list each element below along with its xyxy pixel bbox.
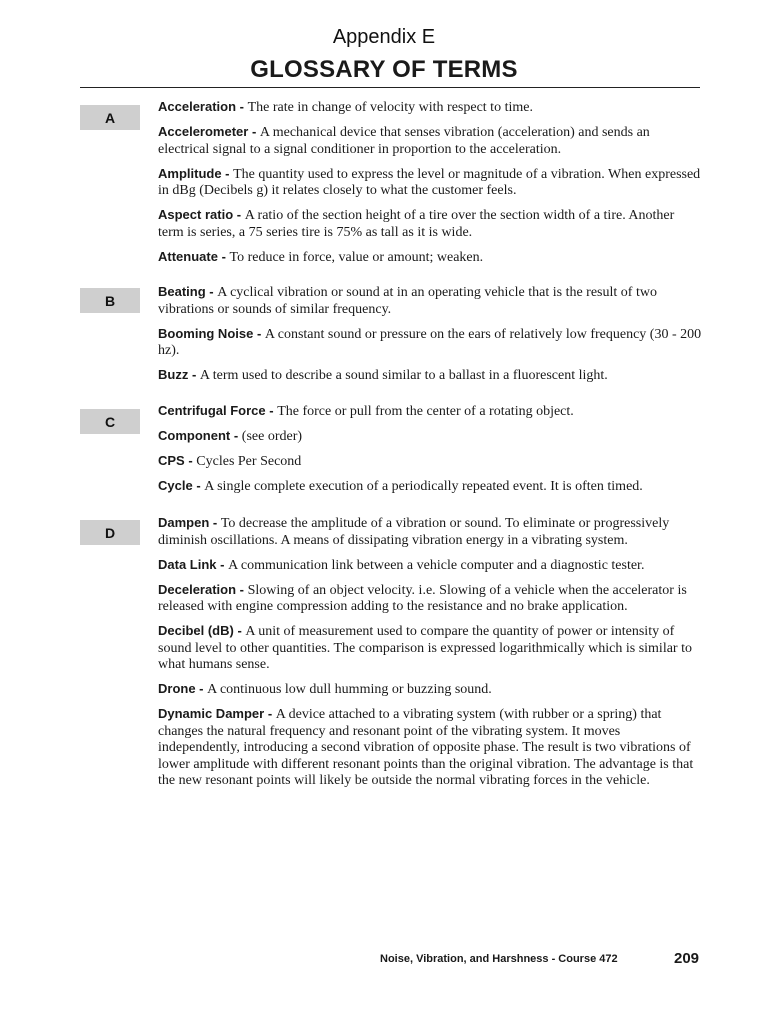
glossary-entry: Accelerometer - A mechanical device that senses vibration (acceleration) and sends an electrical signal to a signal conditioner in proportion to the acceleration.: [158, 124, 650, 157]
glossary-term: Aspect ratio: [158, 207, 234, 222]
glossary-entry: Acceleration - The rate in change of velocity with respect to time.: [158, 99, 533, 115]
glossary-definition: The rate in change of velocity with respect to time.: [247, 100, 533, 115]
glossary-term: Beating: [158, 284, 206, 299]
page-number: 209: [674, 950, 700, 967]
glossary-term: Data Link: [158, 556, 217, 572]
section-letter-tab: C: [80, 409, 140, 434]
glossary-list: [158, 284, 703, 392]
glossary-definition: Slowing of an object velocity. i.e. Slowing of a vehicle when the accelerator is released with engine compression adding to the resistance and no brake application.: [158, 582, 687, 614]
glossary-term: Deceleration: [158, 581, 237, 597]
glossary-term: Decibel (dB): [158, 623, 234, 638]
glossary-definition: A single complete execution of a periodically repeated event. It is often timed.: [204, 479, 643, 494]
glossary-entry: Buzz - A term used to describe a sound similar to a ballast in a fluorescent light.: [158, 367, 608, 383]
glossary-term: Dynamic Damper: [158, 706, 265, 721]
glossary-entry: Drone - A continuous low dull humming or buzzing sound.: [158, 681, 492, 697]
glossary-term: Accelerometer: [158, 124, 249, 139]
glossary-definition: A continuous low dull humming or buzzing sound.: [207, 682, 492, 697]
glossary-entry: Deceleration - Slowing of an object velocity. i.e. Slowing of a vehicle when the accelerator is released with engine compression adding to the resistance and no brake application.: [158, 581, 687, 614]
glossary-term: Centrifugal Force: [158, 403, 266, 418]
glossary-definition: The force or pull from the center of a rotating object.: [277, 404, 574, 419]
glossary-entry: Centrifugal Force - The force or pull from the center of a rotating object.: [158, 403, 574, 419]
glossary-term: Booming Noise: [158, 325, 254, 341]
title-divider: [80, 87, 700, 88]
glossary-term: Cycle: [158, 478, 193, 493]
glossary-list: [158, 515, 703, 797]
glossary-definition: A communication link between a vehicle computer and a diagnostic tester.: [228, 557, 645, 573]
glossary-definition: Cycles Per Second: [196, 454, 302, 469]
page-title: GLOSSARY OF TERMS: [250, 56, 518, 83]
glossary-definition: (see order): [241, 429, 303, 444]
glossary-list: [158, 99, 703, 274]
glossary-term: Attenuate: [158, 248, 218, 264]
glossary-entry: CPS - Cycles Per Second: [158, 453, 302, 469]
glossary-definition: A constant sound or pressure on the ears of relatively low frequency (30 - 200 hz).: [158, 326, 702, 358]
glossary-entry: Booming Noise - A constant sound or pressure on the ears of relatively low frequency (30 - 200 hz).: [158, 325, 702, 358]
glossary-entry: Decibel (dB) - A unit of measurement used to compare the quantity of power or intensity of sound level to other quantities. The comparison is expressed logarithmically which is similar to what humans sense.: [158, 623, 692, 672]
glossary-entry: Data Link - A communication link between a vehicle computer and a diagnostic tester.: [158, 556, 645, 573]
glossary-term: Amplitude: [158, 165, 222, 181]
glossary-term: CPS: [158, 453, 185, 468]
section-letter-tab: B: [80, 288, 140, 313]
glossary-entry: Component - (see order): [158, 428, 303, 444]
glossary-definition: The quantity used to express the level or magnitude of a vibration. When expressed in dBg (Decibels g) it relates closely to what the customer feels.: [158, 166, 701, 198]
glossary-definition: A term used to describe a sound similar to a ballast in a fluorescent light.: [199, 368, 608, 383]
glossary-entry: Aspect ratio - A ratio of the section height of a tire over the section width of a tire. Another term is series, a 75 series tire is 75% as tall as it is wide.: [158, 207, 675, 240]
glossary-entry: Amplitude - The quantity used to express the level or magnitude of a vibration. When expressed in dBg (Decibels g) it relates closely to what the customer feels.: [158, 165, 701, 198]
glossary-term: Acceleration: [158, 99, 237, 114]
glossary-definition: A mechanical device that senses vibration (acceleration) and sends an electrical signal to a signal conditioner in proportion to the acceleration.: [158, 125, 650, 157]
glossary-entry: Beating - A cyclical vibration or sound at in an operating vehicle that is the result of two vibrations or sounds of similar frequency.: [158, 284, 657, 317]
glossary-term: Drone: [158, 681, 196, 696]
page-header: [0, 24, 768, 86]
course-title: Noise, Vibration, and Harshness - Course 472: [380, 953, 618, 965]
glossary-definition: A ratio of the section height of a tire over the section width of a tire. Another term is series, a 75 series tire is 75% as tall as it is wide.: [158, 208, 675, 240]
glossary-definition: A unit of measurement used to compare the quantity of power or intensity of sound level to other quantities. The comparison is expressed logarithmically which is similar to what humans sense.: [158, 624, 692, 672]
glossary-term: Component: [158, 428, 231, 443]
glossary-term: Dampen: [158, 515, 210, 530]
glossary-list: [158, 403, 703, 503]
section-letter-tab: D: [80, 520, 140, 545]
glossary-entry: Cycle - A single complete execution of a periodically repeated event. It is often timed.: [158, 478, 643, 494]
appendix-label: Appendix E: [332, 26, 436, 48]
section-letter-tab: A: [80, 105, 140, 130]
glossary-definition: A device attached to a vibrating system (with rubber or a spring) that changes the natural frequency and resonant point of the vibrating system. It moves independently, introducing a second vibration of opposite phase. The result is two vibrations of lower amplitude with different resonant points than the original vibration. The advantage is that the new resonant points will likely be outside the normal vibrating forces in the vehicle.: [158, 707, 694, 788]
glossary-entry: Attenuate - To reduce in force, value or amount; weaken.: [158, 248, 484, 265]
glossary-definition: To decrease the amplitude of a vibration or sound. To eliminate or progressively diminish oscillations. A means of dissipating vibration energy in a vibrating system.: [158, 516, 670, 548]
glossary-entry: Dampen - To decrease the amplitude of a vibration or sound. To eliminate or progressively diminish oscillations. A means of dissipating vibration energy in a vibrating system.: [158, 515, 670, 548]
glossary-definition: A cyclical vibration or sound at in an operating vehicle that is the result of two vibrations or sounds of similar frequency.: [158, 285, 657, 317]
glossary-definition: To reduce in force, value or amount; weaken.: [229, 249, 484, 265]
glossary-term: Buzz: [158, 367, 189, 382]
glossary-entry: Dynamic Damper - A device attached to a vibrating system (with rubber or a spring) that changes the natural frequency and resonant point of the vibrating system. It moves independently, introducing a second vibration of opposite phase. The result is two vibrations of lower amplitude with different resonant points than the original vibration. The advantage is that the new resonant points will likely be outside the normal vibrating forces in the vehicle.: [158, 706, 694, 788]
